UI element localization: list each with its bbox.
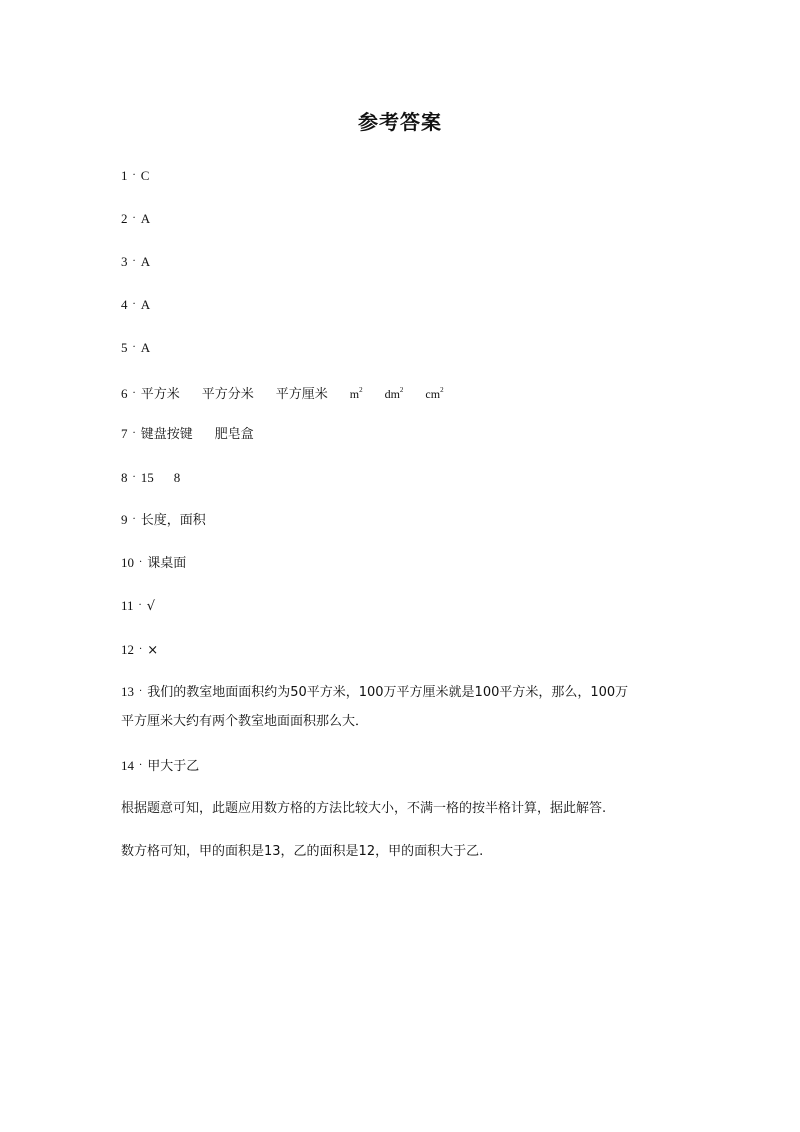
answer-5	[121, 339, 150, 359]
answer-number: 7	[121, 426, 128, 441]
separator-dot: ·	[132, 342, 136, 353]
explanation-line-2: 数方格可知，甲的面积是13，乙的面积是12，甲的面积大于乙.	[121, 844, 484, 859]
separator-dot: ·	[132, 256, 136, 267]
unit-square-decimeter: $dm^2$	[384, 386, 404, 401]
answer-10	[121, 554, 186, 574]
separator-dot: ·	[132, 428, 136, 439]
answer-7	[121, 425, 254, 445]
answer-text: A	[140, 340, 151, 355]
answer-part: 15	[140, 470, 154, 485]
answer-6	[121, 382, 444, 405]
answer-13	[121, 678, 681, 736]
answer-11	[121, 597, 155, 617]
answer-number: 2	[121, 211, 128, 226]
separator-dot: ·	[132, 388, 136, 399]
separator-dot: ·	[138, 600, 142, 611]
answer-text: A	[140, 254, 151, 269]
separator-dot: ·	[132, 170, 136, 181]
answer-part: 平方分米	[201, 387, 254, 402]
answer-text: 课桌面	[147, 556, 187, 571]
separator-dot: ·	[139, 644, 143, 655]
answer-12	[121, 641, 158, 661]
answer-part: 平方厘米	[275, 387, 328, 402]
answer-text: C	[140, 168, 150, 183]
answer-9	[121, 511, 206, 531]
answer-number: 12	[121, 642, 134, 657]
separator-dot: ·	[132, 472, 136, 483]
answer-part: 平方米	[140, 387, 180, 402]
separator-dot: ·	[139, 557, 143, 568]
unit-square-centimeter: $cm^2$	[425, 386, 444, 401]
answer-part: 键盘按键	[140, 427, 193, 442]
answer-number: 8	[121, 470, 128, 485]
cross-mark: ×	[147, 643, 159, 658]
answer-number: 13	[121, 684, 134, 699]
answer-part: 8	[173, 470, 181, 485]
separator-dot: ·	[132, 514, 136, 525]
answer-4	[121, 296, 150, 316]
separator-dot: ·	[132, 213, 136, 224]
page-title: 参考答案	[358, 110, 442, 134]
answer-number: 11	[121, 598, 134, 613]
answer-number: 14	[121, 758, 134, 773]
answer-number: 5	[121, 340, 128, 355]
explanation-line-1: 根据题意可知，此题应用数方格的方法比较大小，不满一格的按半格计算，据此解答.	[121, 801, 607, 816]
answer-text: 我们的教室地面面积约为50平方米，100万平方厘米就是100平方米，那么，100万	[147, 685, 629, 700]
answer-number: 1	[121, 168, 128, 183]
answer-number: 3	[121, 254, 128, 269]
separator-dot: ·	[139, 686, 143, 697]
answer-number: 4	[121, 297, 128, 312]
answer-text: 甲大于乙	[147, 759, 200, 774]
answer-13-line-2: 平方厘米大约有两个教室地面面积那么大．	[121, 714, 369, 729]
answer-part: 肥皂盒	[214, 427, 254, 442]
check-mark: √	[146, 599, 156, 614]
unit-square-meter: $m^2$	[349, 386, 363, 401]
answer-number: 9	[121, 512, 128, 527]
separator-dot: ·	[139, 760, 143, 771]
answer-number: 10	[121, 555, 134, 570]
separator-dot: ·	[132, 299, 136, 310]
answer-14	[121, 757, 199, 777]
answer-text: A	[140, 211, 151, 226]
answer-text: A	[140, 297, 151, 312]
answer-3	[121, 253, 150, 273]
answer-8	[121, 469, 180, 489]
answer-2	[121, 210, 150, 230]
answer-1	[121, 167, 149, 187]
answer-13-line-1	[121, 678, 681, 708]
answer-number: 6	[121, 386, 128, 401]
answer-text: 长度，面积	[140, 513, 206, 528]
